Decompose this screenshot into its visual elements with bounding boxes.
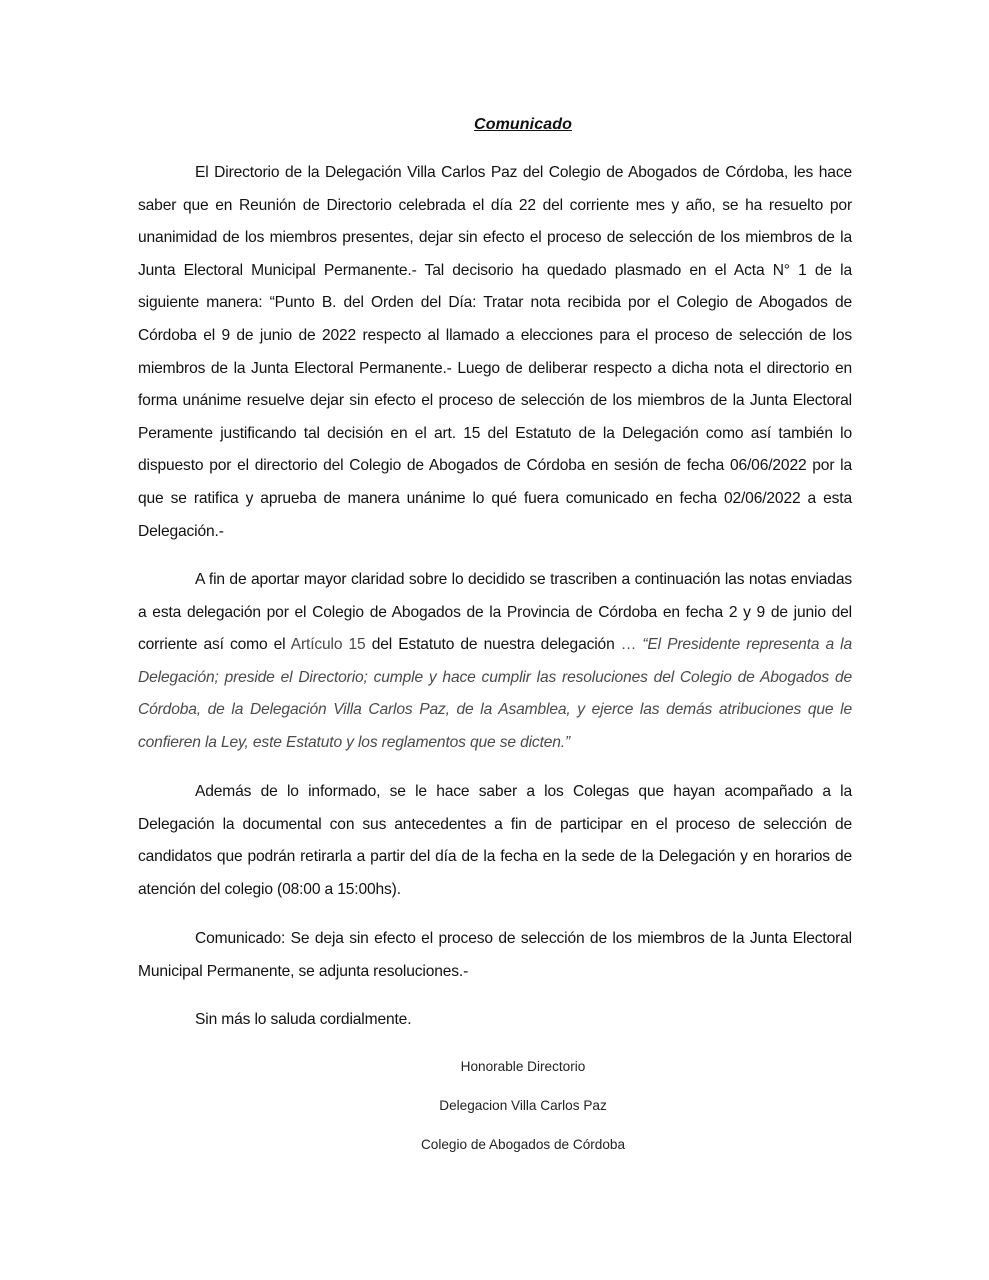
- statute-quote: “El Presidente representa a la Delegación; preside el Directorio; cumple y hace cumplir las resoluciones del Colegio de Abogados de Córdoba, de la Delegación Villa Carlos Paz, de la Asamblea, y ejerce las demás atribuciones que le confieren la Ley, este Estatuto y los reglamentos que se dicten.”: [138, 636, 852, 751]
- signature-line-3: Colegio de Abogados de Córdoba: [420, 1137, 626, 1152]
- article-reference: Artículo 15: [290, 636, 366, 654]
- paragraph-documentacion: Además de lo informado, se le hace saber a los Colegas que hayan acompañado a la Delegación la documental con sus antecedentes a fin de participar en el proceso de selección de candidatos que podrán retirarla a partir del día de la fecha en la sede de la Delegación y en horarios de atención del colegio (08:00 a 15:00hs).: [138, 783, 852, 898]
- paragraph-acta: El Directorio de la Delegación Villa Carlos Paz del Colegio de Abogados de Córdoba, les hace saber que en Reunión de Directorio celebrada el día 22 del corriente mes y año, se ha resuelto por unanimidad de los miembros presentes, dejar sin efecto el proceso de selección de los miembros de la Junta Electoral Municipal Permanente.- Tal decisorio ha quedado plasmado en el Acta N° 1 de la siguiente manera: “Punto B. del Orden del Día: Tratar nota recibida por el Colegio de Abogados de Córdoba el 9 de junio de 2022 respecto al llamado a elecciones para el proceso de selección de los miembros de la Junta Electoral Permanente.- Luego de deliberar respecto a dicha nota el directorio en forma unánime resuelve dejar sin efecto el proceso de selección de los miembros de la Junta Electoral Peramente justificando tal decisión en el art. 15 del Estatuto de la Delegación como así también lo dispuesto por el directorio del Colegio de Abogados de Córdoba en sesión de fecha 06/06/2022 por la que se ratifica y aprueba de manera unánime lo qué fuera comunicado en fecha 02/06/2022 a esta Delegación.-: [138, 164, 852, 540]
- paragraph-saludo: Sin más lo saluda cordialmente.: [195, 1011, 412, 1028]
- paragraph-aclaracion-text: A fin de aportar mayor claridad sobre lo decidido se trascriben a continuación las notas enviadas a esta delegación por el Colegio de Abogados de la Provincia de Córdoba en fecha 2 y 9 de junio del corriente así como el: [138, 571, 852, 654]
- ellipsis: …: [620, 636, 643, 654]
- paragraph-aclaracion-text-2: del Estatuto de nuestra delegación: [365, 636, 621, 654]
- paragraph-comunicado: Comunicado: Se deja sin efecto el proceso de selección de los miembros de la Junta Electoral Municipal Permanente, se adjunta resoluciones.-: [138, 930, 852, 980]
- signature-line-1: Honorable Directorio: [460, 1059, 586, 1074]
- document-title: Comunicado: [474, 116, 572, 133]
- paragraph-aclaracion: [138, 564, 852, 760]
- signature-line-2: Delegacion Villa Carlos Paz: [439, 1098, 607, 1113]
